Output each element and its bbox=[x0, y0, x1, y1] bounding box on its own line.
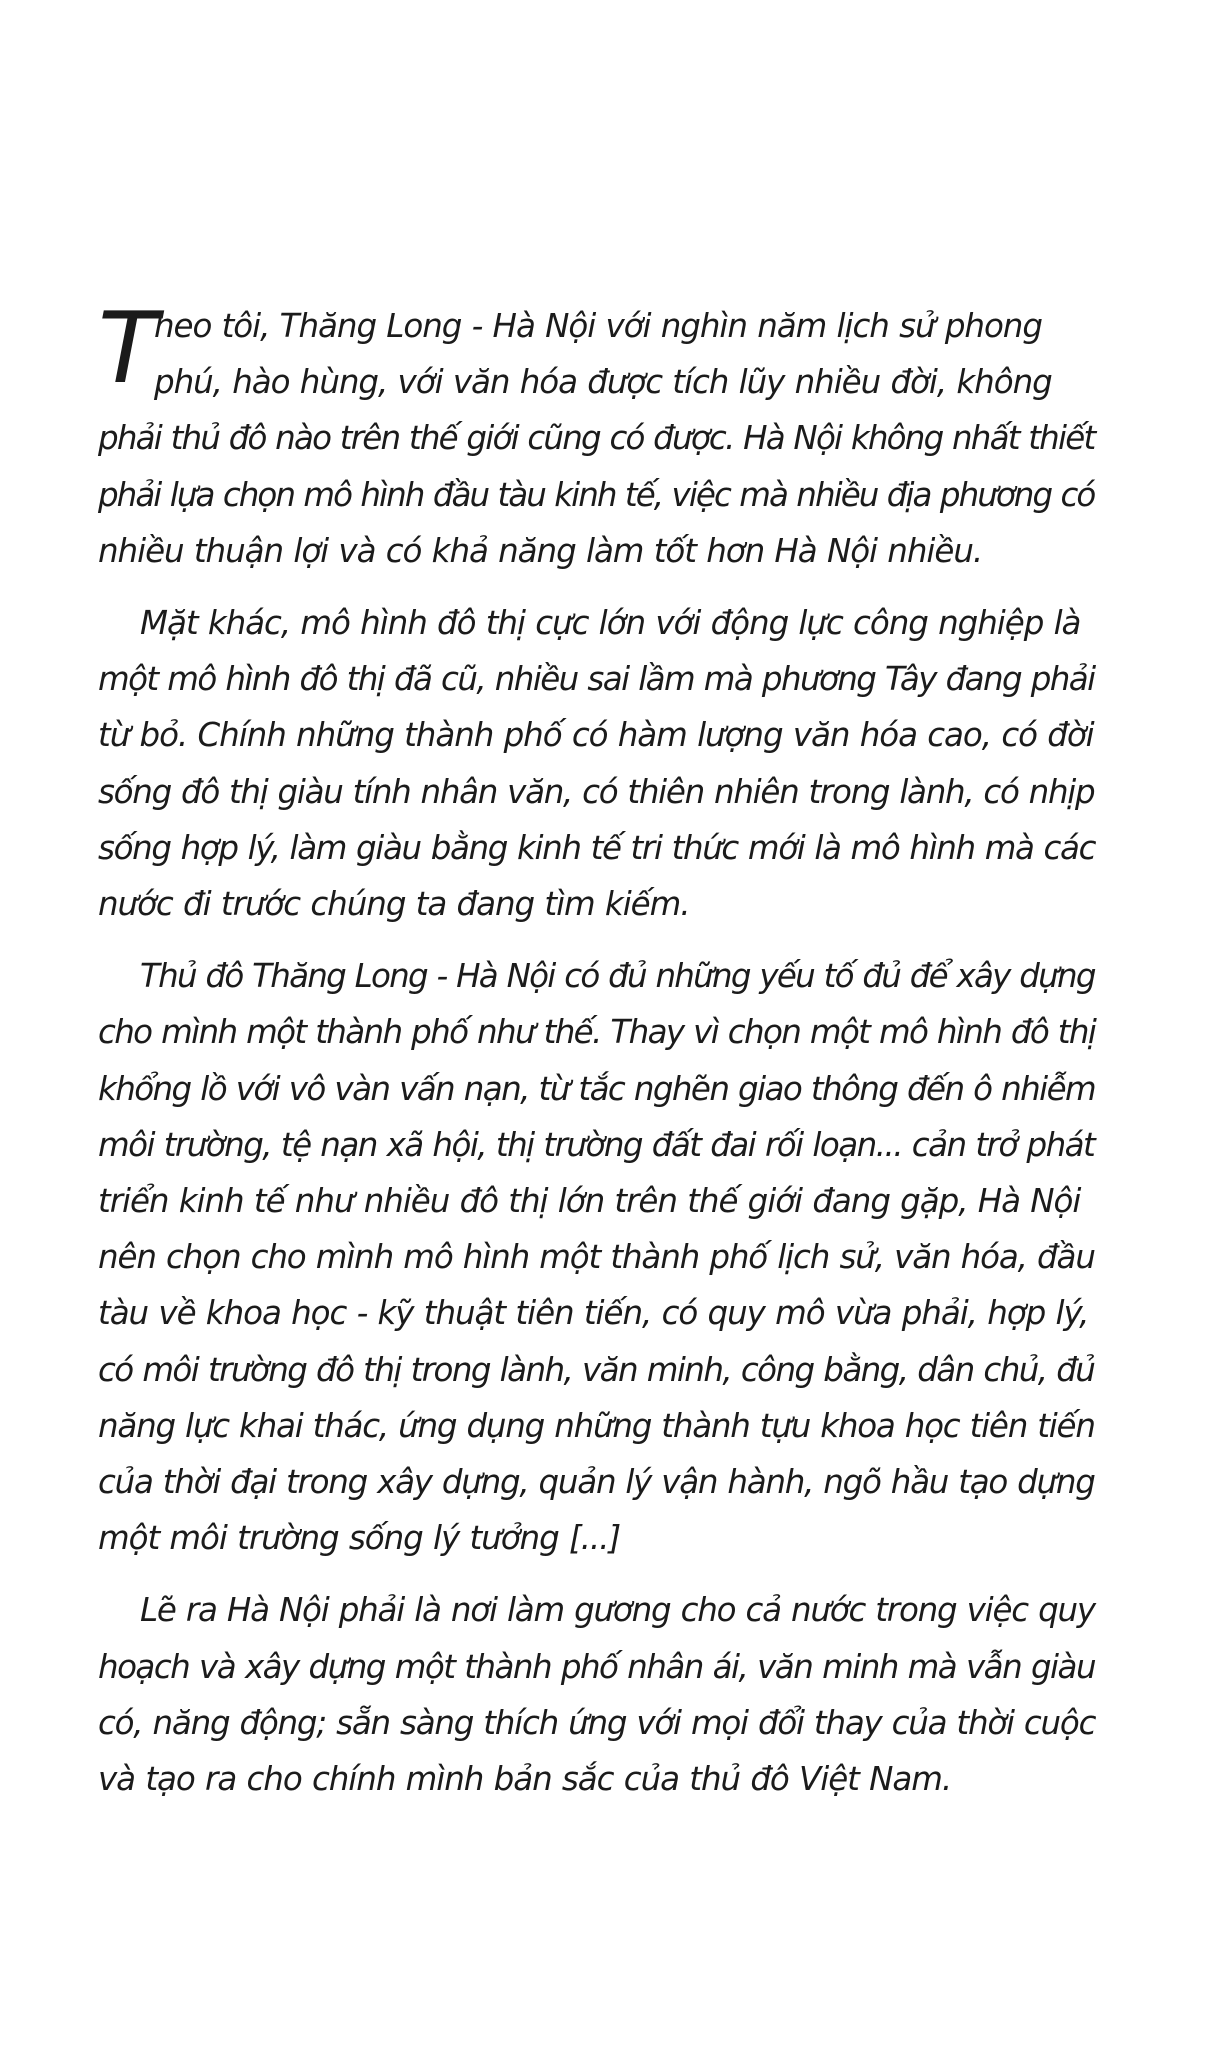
text-line: phú, hào hùng, với văn hóa được tích lũy nhiều đời, không bbox=[154, 363, 1052, 402]
text-line: triển kinh tế như nhiều đô thị lớn trên thế giới đang gặp, Hà Nội bbox=[98, 1182, 1081, 1221]
text-line: khổng lồ với vô vàn vấn nạn, từ tắc nghẽn giao thông đến ô nhiễm bbox=[98, 1069, 1096, 1108]
text-line: Mặt khác, mô hình đô thị cực lớn với động lực công nghiệp là bbox=[140, 604, 1081, 643]
text-line: sống hợp lý, làm giàu bằng kinh tế tri thức mới là mô hình mà các bbox=[98, 828, 1096, 867]
text-line: sống đô thị giàu tính nhân văn, có thiên nhiên trong lành, có nhịp bbox=[98, 772, 1095, 811]
text-line: phải thủ đô nào trên thế giới cũng có được. Hà Nội không nhất thiết bbox=[98, 419, 1095, 458]
paragraph-1 bbox=[98, 292, 1098, 579]
text-line: năng lực khai thác, ứng dụng những thành tựu khoa học tiên tiến bbox=[98, 1406, 1095, 1445]
text-line: nên chọn cho mình mô hình một thành phố lịch sử, văn hóa, đầu bbox=[98, 1238, 1095, 1277]
text-line: có, năng động; sẵn sàng thích ứng với mọi đổi thay của thời cuộc bbox=[98, 1703, 1096, 1742]
text-line: một mô hình đô thị đã cũ, nhiều sai lầm mà phương Tây đang phải bbox=[98, 660, 1095, 699]
text-line: Lẽ ra Hà Nội phải là nơi làm gương cho cả nước trong việc quy bbox=[140, 1591, 1095, 1630]
text-line: của thời đại trong xây dựng, quản lý vận hành, ngõ hầu tạo dựng bbox=[98, 1463, 1095, 1502]
text-line: tàu về khoa học - kỹ thuật tiên tiến, có quy mô vừa phải, hợp lý, bbox=[98, 1294, 1089, 1333]
text-line: phải lựa chọn mô hình đầu tàu kinh tế, việc mà nhiều địa phương có bbox=[98, 475, 1095, 514]
text-line: môi trường, tệ nạn xã hội, thị trường đất đai rối loạn... cản trở phát bbox=[98, 1125, 1095, 1164]
text-line: Thủ đô Thăng Long - Hà Nội có đủ những yếu tố đủ để xây dựng bbox=[140, 957, 1095, 996]
text-line: heo tôi, Thăng Long - Hà Nội với nghìn năm lịch sử phong bbox=[154, 307, 1042, 345]
paragraph-4 bbox=[98, 1582, 1098, 1807]
text-line: nước đi trước chúng ta đang tìm kiếm. bbox=[98, 885, 690, 924]
text-line: cho mình một thành phố như thế. Thay vì chọn một mô hình đô thị bbox=[98, 1013, 1096, 1052]
text-line: từ bỏ. Chính những thành phố có hàm lượng văn hóa cao, có đời bbox=[98, 716, 1094, 755]
page-body bbox=[98, 292, 1098, 1807]
paragraph-3 bbox=[98, 948, 1098, 1566]
drop-cap: T bbox=[98, 292, 157, 406]
text-line: một môi trường sống lý tưởng [...] bbox=[98, 1519, 621, 1558]
text-line: nhiều thuận lợi và có khả năng làm tốt hơn Hà Nội nhiều. bbox=[98, 531, 983, 570]
paragraph-2 bbox=[98, 595, 1098, 932]
text-line: có môi trường đô thị trong lành, văn minh, công bằng, dân chủ, đủ bbox=[98, 1350, 1095, 1389]
text-line: hoạch và xây dựng một thành phố nhân ái, văn minh mà vẫn giàu bbox=[98, 1647, 1096, 1686]
text-line: và tạo ra cho chính mình bản sắc của thủ đô Việt Nam. bbox=[98, 1760, 952, 1799]
